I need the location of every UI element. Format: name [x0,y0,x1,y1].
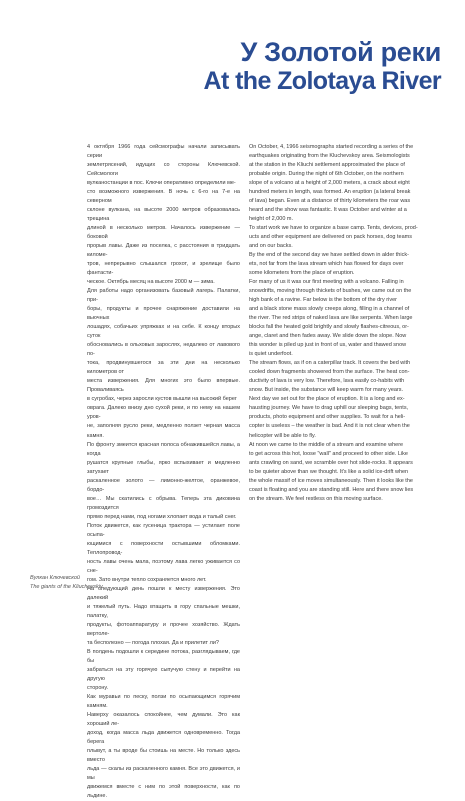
text-line: сто возможного извержения. В ночь с 6-го на 7-е на северном [87,189,240,205]
text-line: прорыв лавы. Даже из поселка, с расстояния в тридцать киломе- [87,243,240,259]
text-line: рушатся крупные глыбы, ярко вспыхивает и медленно затухает [87,459,240,475]
text-line: доход, когда масса льда движется одновременно. Тогда берега [87,730,240,746]
text-line: By the end of the second day we have settled down in alder thick- [249,252,409,259]
text-line: At noon we came to the middle of a stream and examine where [249,441,404,448]
text-line: on the stream. We feel restless on this moving surface. [249,495,383,502]
text-line: hausting journey. We have to drag uphill our sleeping bags, tents, [249,405,409,412]
text-line: раскаленное золото — лимонно-желтое, оранжевое, бордо- [87,477,240,493]
text-line: оврага. Далеко внизу дно сухой реки, и по нему на нашем уров- [87,405,240,421]
text-line: сторону. [87,684,109,691]
text-line: Next day we set out for the place of eruption. It is a long and ex- [249,396,405,403]
text-line: ность лавы очень мала, поэтому лава легко уживается со сне- [87,558,240,574]
text-line: to be quieter above than we thought. It's like a solid ice-drift when [249,468,409,475]
text-line: обосновались в ольховых зарослях, недалеко от лавового по- [87,342,240,358]
text-line: В полдень подошли к середине потока, разглядываем, где бы [87,648,240,664]
text-line: some kilometers from the place of eruption. [249,270,355,277]
text-line: длиной в несколько метров. Началось извержение — боковой [87,225,240,241]
text-line: не, заполняя русло реки, медленно ползет черная масса камня. [87,423,240,439]
text-line: hundred meters in length, was formed. An eruption (a lateral break [249,189,411,196]
text-line: blocks fall the heated gold brightly and slowly flashes-citreous, or- [249,324,409,331]
text-line: coast is floating and you are standing still. Here and there snow lies [249,486,414,493]
russian-text-column [87,143,240,801]
text-line: забраться на эту горячую сыпучую стену и перейти на другую [87,666,240,682]
text-line: For many of us it was our first meeting with a volcano. Falling in [249,279,404,286]
text-line: движемся вместе с ним по этой поверхности, как по льдине. [87,784,240,800]
text-line: На следующий день пошли к месту извержения. Это далекий [87,585,240,601]
text-line: землетрясений, идущих со стороны Ключевской. Сейсмологи [87,162,240,178]
text-line: 4 октября 1966 года сейсмографы начали записывать серии [87,144,240,160]
text-line: To start work we have to organize a base camp. Tents, devices, prod- [249,225,418,232]
caption-russian: Вулкан Ключевской [30,575,80,581]
text-line: продукты, фотоаппаратуру и прочее хозяйство. Ждать вертоле- [87,621,240,637]
text-line: склоне вулкана, на высоте 2000 метров образовалась трещина [87,207,240,223]
text-line: snowdrifts, moving through thickets of bushes, we came out on the [249,288,412,295]
text-line: ductivity of lava is very low. Therefore, lava easily co-habits with [249,378,405,385]
text-line: height of 2,000 m. [249,216,294,223]
text-line: плывут, а ты вроде бы стоишь на месте. Но только здесь вместо [87,748,240,764]
text-line: Для работы надо организовать базовый лагерь. Палатки, при- [87,288,240,304]
page-title-english: At the Zolotaya River [203,67,441,95]
text-line: this wonder is piled up just in front of us, water and thawed snow [249,342,407,349]
text-line: high bank of a ravine. Far below is the bottom of the dry river [249,297,397,304]
text-line: probable origin. During the night of 6th October, on the northern [249,171,404,178]
text-line: and on our backs. [249,243,293,250]
text-line: of lava) began. Even at a distance of thirty kilometers the roar was [249,198,411,205]
text-line: cooled down fragments showered from the surface. The heat con- [249,369,410,376]
text-line: snow. But inside, the substance will keep warm for many years. [249,387,404,394]
text-line: slope of a volcano at a height of 2,000 meters, a crack about eight [249,180,410,187]
text-line: ucts and other equipment are delivered on pack horses, dog teams [249,234,412,241]
text-line: Наверху оказалось спокойнее, чем думали. Это как хороший ле- [87,711,240,727]
english-text-column [249,143,435,504]
text-line: The stream flows, as if on a caterpillar track. It covers the bed with [249,360,411,367]
text-line: to get across this hot, loose "wall" and proceed to other side. Like [249,450,408,457]
text-line: ets, not far from the lava stream which has flowed for days over [249,261,404,268]
text-line: products, photo equipment and other supplies. To wait for a heli- [249,414,406,421]
text-line: ange, claret and then fades away. We slide down the slope. Now [249,333,407,340]
text-line: тока, продвинувшегося за эти дни на несколько километров от [87,360,240,376]
text-line: Как муравьи по песку, ползи по осыпающимся горячим камням. [87,693,240,709]
text-line: По фронту змеится красная полоса обнажившейся лавы, а когда [87,441,240,457]
text-line: ющимися с поверхности остывшими обломками. Теплопровод- [87,540,240,556]
text-line: гом. Зато внутри тепло сохраняется много лет. [87,576,207,583]
page-title-russian: У Золотой реки [240,37,441,67]
text-line: льда — скалы из раскаленного камня. Все это движется, и мы [87,766,240,782]
text-line: ческое. Октябрь месяц на высоте 2000 м — зима. [87,279,215,286]
text-line: лошадях, собачьих упряжках и на себе. К концу вторых суток [87,324,240,340]
text-line: heard and the show was fantastic. It was October and winter at a [249,207,407,214]
text-line: at the station in the Kliuchi settlement approximated the place of [249,162,405,169]
text-line: прямо перед нами, под ногами хлопает вода и талый снег. [87,513,237,520]
text-line: тров, непрерывно слышался грохот, и зрелище было фантасти- [87,261,240,277]
text-line: and a black stone mass slowly creeps along, filling in a channel of [249,306,410,313]
text-line: в сугробах, через заросли кустов вышли на высокий берег [87,396,237,403]
text-line: earthquakes originating from the Kluchevskoy area. Seismologists [249,153,410,160]
text-line: Поток движется, как гусеница трактора — устилает поле осыпа- [87,522,240,538]
text-line: та бесполезно — погода плохая. Да и прилетит ли? [87,639,219,646]
caption-english: The giants of the Kliuchevskiy [30,584,103,590]
text-line: copter is useless – the weather is bad. And it is not clear when the [249,423,410,430]
text-line: On October, 4, 1966 seismographs started recording a series of the [249,144,414,150]
text-line: is quiet underfoot. [249,351,293,358]
text-line: места извержения. Для многих это было впервые. Проваливаясь [87,378,240,394]
text-line: вулканостанции в пос. Ключи оперативно определили ме- [87,180,236,187]
text-line: ants crawling on sand, we scramble over hot slide-rocks. It appears [249,459,413,466]
text-line: helicopter will be able to fly. [249,432,316,439]
text-line: the river. The red strips of naked lava are like serpents. When large [249,315,413,322]
text-line: и тяжелый путь. Надо втащить в гору спальные мешки, палатку, [87,603,240,619]
text-line: боры, продукты и прочее снаряжение доставили на вьючных [87,306,240,322]
text-line: вое… Мы скатились с обрыва. Теперь эта диковина громоздится [87,495,240,511]
photo-caption [30,574,103,592]
text-line: the whole massif of ice moves simultaneously. Then it looks like the [249,477,413,484]
